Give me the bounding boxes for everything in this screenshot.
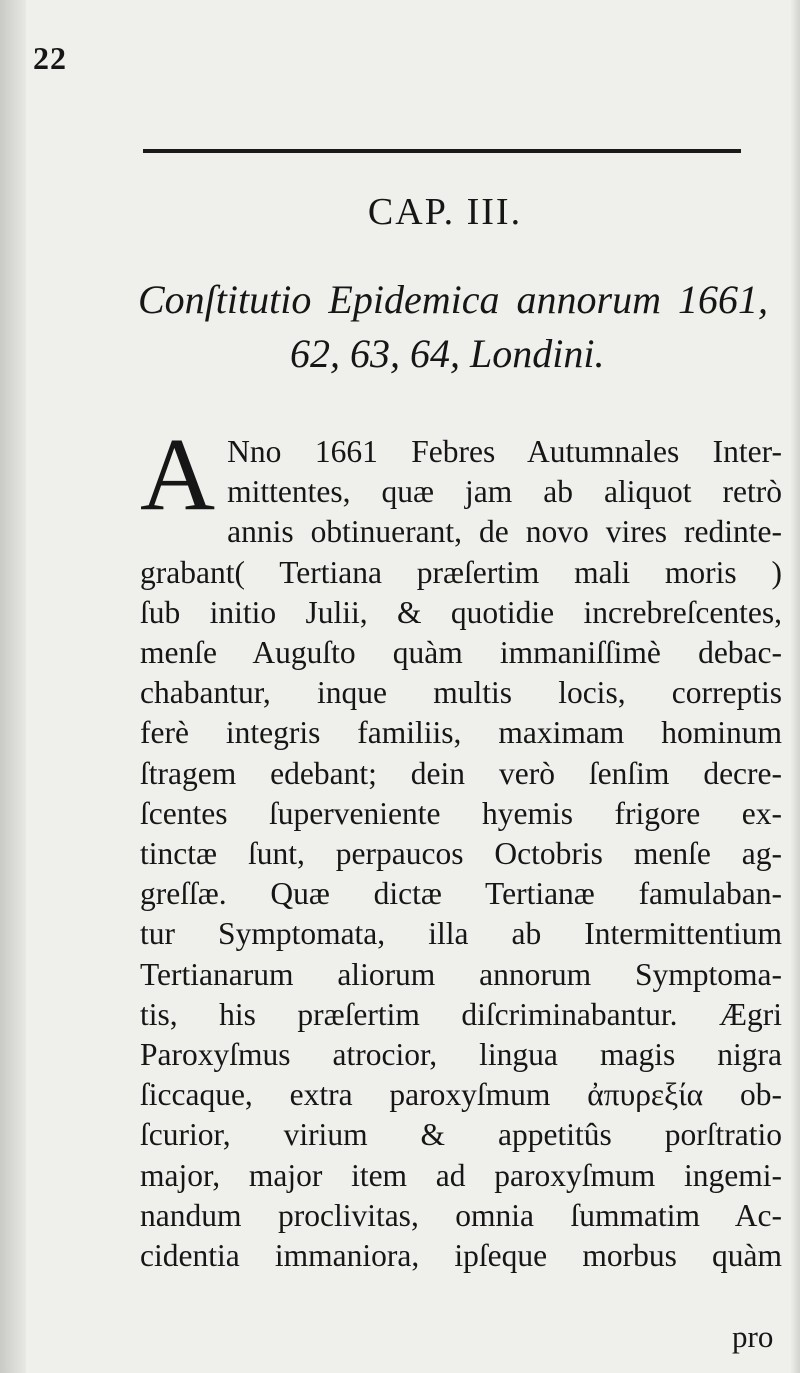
page-number: 22	[33, 40, 67, 76]
body-line: chabantur, inque multis locis, correptis	[140, 675, 782, 711]
body-line: ferè integris familiis, maximam hominum	[140, 715, 782, 751]
body-line: ſtragem edebant; dein verò ſenſim decre-	[140, 755, 782, 791]
body-line: mittentes, quæ jam ab aliquot retrò	[227, 474, 782, 510]
body-line: tis, his præſertim diſcriminabantur. Ægri	[140, 996, 782, 1032]
body-line: ſiccaque, extra paroxyſmum ἀπυρεξία ob-	[140, 1077, 782, 1113]
body-line: ſub initio Julii, & quotidie increbreſcentes,	[140, 594, 782, 630]
page-gutter	[0, 0, 26, 1373]
body-line: grabant( Tertiana præſertim mali moris )	[140, 554, 782, 590]
body-line: cidentia immaniora, ipſeque morbus quàm	[140, 1238, 782, 1274]
body-line: tur Symptomata, illa ab Intermittentium	[140, 916, 782, 952]
header-rule	[143, 149, 741, 153]
chapter-subtitle-line-1: Conſtitutio Epidemica annorum 1661,	[138, 277, 768, 322]
body-line: menſe Auguſto quàm immaniſſimè debac-	[140, 635, 782, 671]
body-line: major, major item ad paroxyſmum ingemi-	[140, 1157, 782, 1193]
chapter-subtitle-line-2: 62, 63, 64, Londini.	[290, 331, 605, 376]
body-line: nandum proclivitas, omnia ſummatim Ac-	[140, 1197, 782, 1233]
body-line: greſſæ. Quæ dictæ Tertianæ famulaban-	[140, 876, 782, 912]
body-line: ſcentes ſuperveniente hyemis frigore ex-	[140, 795, 782, 831]
body-line: ſcurior, virium & appetitûs porſtratio	[140, 1117, 782, 1153]
body-line: Paroxyſmus atrocior, lingua magis nigra	[140, 1037, 782, 1073]
body-line: Nno 1661 Febres Autumnales Inter-	[227, 434, 782, 469]
drop-cap: A	[140, 417, 216, 532]
body-line: tinctæ ſunt, perpaucos Octobris menſe ag-	[140, 836, 782, 872]
chapter-heading: CAP. III.	[367, 191, 523, 233]
catchword: pro	[732, 1319, 774, 1354]
page-edge	[790, 0, 800, 1373]
body-text	[140, 417, 782, 1276]
body-line: annis obtinuerant, de novo vires redinte-	[227, 514, 782, 550]
body-line: Tertianarum aliorum annorum Symptoma-	[140, 956, 782, 992]
